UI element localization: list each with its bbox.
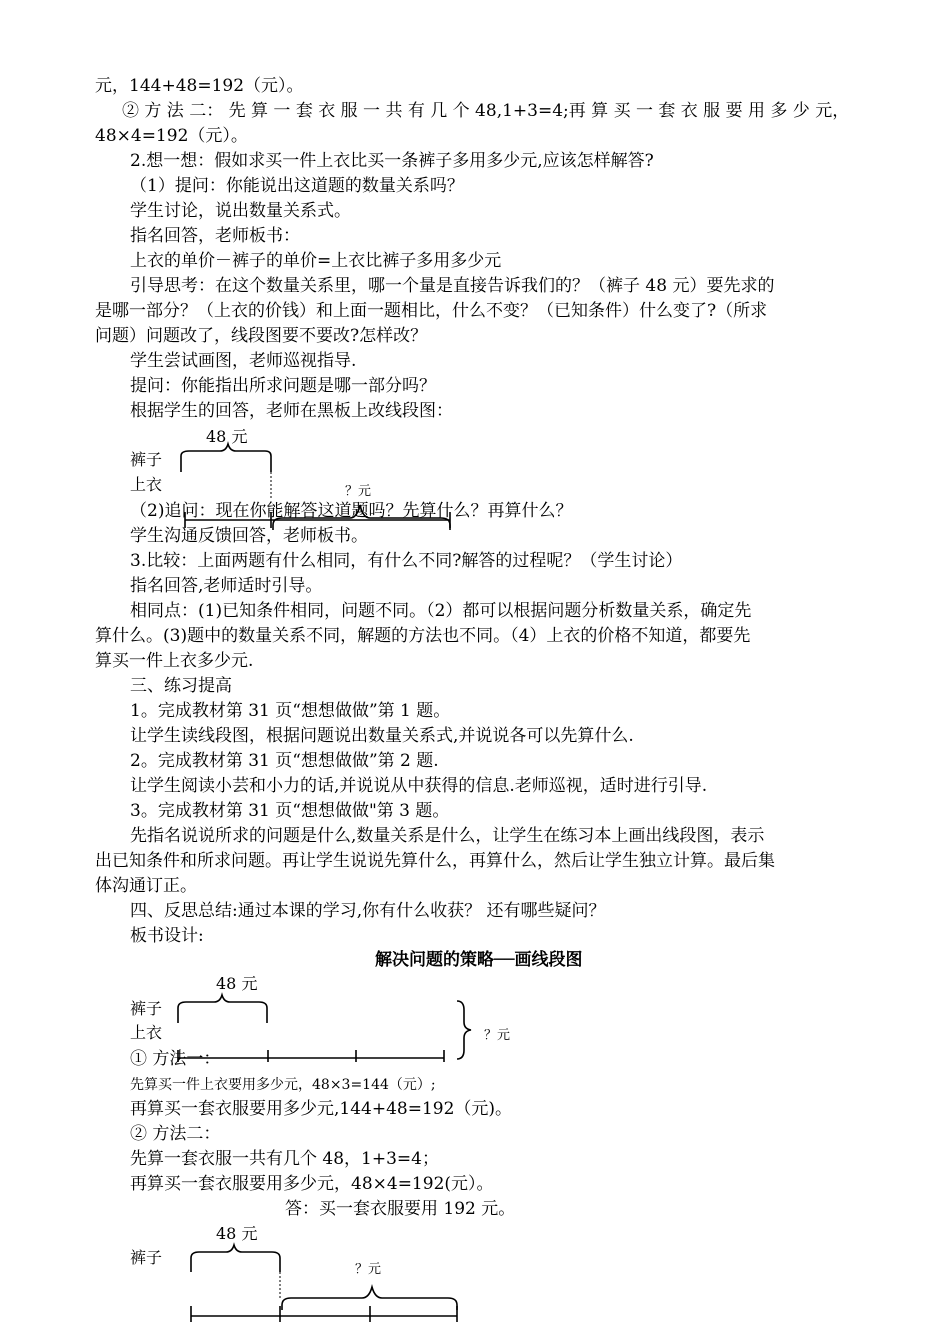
text-line: 先算买一件上衣要用多少元，48×3=144（元）; <box>130 1077 436 1093</box>
diagram-top-label: 48 元 <box>216 974 258 993</box>
text-line: 3.比较：上面两题有什么相同，有什么不同?解答的过程呢？（学生讨论） <box>130 551 683 571</box>
text-line: 体沟通订正。 <box>95 876 197 896</box>
answer-line: 答：买一套衣服要用 192 元。 <box>285 1199 516 1219</box>
text-line: ② 方 法 二： 先 算 一 套 衣 服 一 共 有 几 个 48,1+3=4;再 算 买 一 套 衣 服 要 用 多 少 元， <box>122 101 850 121</box>
diagram-row-label: 裤子 <box>130 999 163 1018</box>
text-line: 算买一件上衣多少元. <box>95 651 254 671</box>
text-line: 2.想一想：假如求买一件上衣比买一条裤子多用多少元,应该怎样解答? <box>130 151 654 171</box>
text-line: 让学生阅读小芸和小力的话,并说说从中获得的信息.老师巡视，适时进行引导. <box>130 776 708 796</box>
brace-48 <box>191 1245 280 1272</box>
text-line: （1）提问：你能说出这道题的数量关系吗？ <box>130 176 464 196</box>
text-line: 出已知条件和所求问题。再让学生说说先算什么，再算什么，然后让学生独立计算。最后集 <box>95 851 775 871</box>
diagram-row-label: 上衣 <box>130 475 163 494</box>
text-line: 引导思考：在这个数量关系里，哪一个量是直接告诉我们的？（裤子 48 元）要先求的 <box>130 276 775 296</box>
text-line: 是哪一部分？（上衣的价钱）和上面一题相比，什么不变？（已知条件）什么变了?（所求 <box>95 301 768 321</box>
text-line: 指名回答，老师板书： <box>130 226 300 246</box>
diagram-row-label: 裤子 <box>130 450 163 469</box>
text-line: 学生讨论，说出数量关系式。 <box>130 201 351 221</box>
text-line: 48×4=192（元）。 <box>95 126 248 146</box>
text-line: ① 方法一： <box>130 1049 221 1069</box>
diagram-row-label: 上衣 <box>130 1023 163 1042</box>
text-line: 指名回答,老师适时引导。 <box>130 576 323 596</box>
text-line: 再算买一套衣服要用多少元，48×4=192(元）。 <box>130 1174 494 1194</box>
text-line: 相同点：(1)已知条件相同，问题不同。（2）都可以根据问题分析数量关系，确定先 <box>130 601 752 621</box>
diagram-question-label: ？元 <box>345 484 372 499</box>
text-line: 再算买一套衣服要用多少元,144+48=192（元)。 <box>130 1099 513 1119</box>
text-line: 让学生读线段图，根据问题说出数量关系式,并说说各可以先算什么. <box>130 726 634 746</box>
text-line: 先指名说说所求的问题是什么,数量关系是什么，让学生在练习本上画出线段图，表示 <box>130 826 765 846</box>
text-line: ② 方法二： <box>130 1124 221 1144</box>
text-line: 1。完成教材第 31 页“想想做做”第 1 题。 <box>130 701 451 721</box>
text-line: 学生沟通反馈回答，老师板书。 <box>130 526 368 546</box>
text-line: 先算一套衣服一共有几个 48，1+3=4； <box>130 1149 439 1169</box>
text-line: （2)追问：现在你能解答这道题吗？先算什么？再算什么？ <box>130 501 573 521</box>
text-line: 2。完成教材第 31 页“想想做做”第 2 题. <box>130 751 439 771</box>
diagram-question-label: ？元 <box>355 1262 382 1277</box>
diagram-row-label: 裤子 <box>130 1248 163 1267</box>
text-line: 上衣的单价－裤子的单价=上衣比裤子多用多少元 <box>130 251 502 271</box>
text-line: 根据学生的回答，老师在黑板上改线段图： <box>130 401 453 421</box>
text-line: 学生尝试画图，老师巡视指导. <box>130 351 357 371</box>
diagram-question-label: ？元 <box>484 1028 511 1043</box>
section-heading: 三、练习提高 <box>130 676 232 696</box>
text-line: 3。完成教材第 31 页“想想做做"第 3 题。 <box>130 801 450 821</box>
diagram-top-label: 48 元 <box>206 427 248 446</box>
board-title: 解决问题的策略──画线段图 <box>375 950 583 970</box>
text-line: 板书设计: <box>130 926 204 946</box>
text-line: 元，144+48=192（元）。 <box>95 76 304 96</box>
text-line: 提问：你能指出所求问题是哪一部分吗？ <box>130 376 436 396</box>
section-heading: 四、反思总结:通过本课的学习,你有什么收获？ 还有哪些疑问？ <box>130 901 606 921</box>
text-line: 问题）问题改了，线段图要不要改?怎样改？ <box>95 326 428 346</box>
diagram-top-label: 48 元 <box>216 1224 258 1243</box>
text-line: 算什么。(3)题中的数量关系不同，解题的方法也不同。（4）上衣的价格不知道，都要先 <box>95 626 751 646</box>
